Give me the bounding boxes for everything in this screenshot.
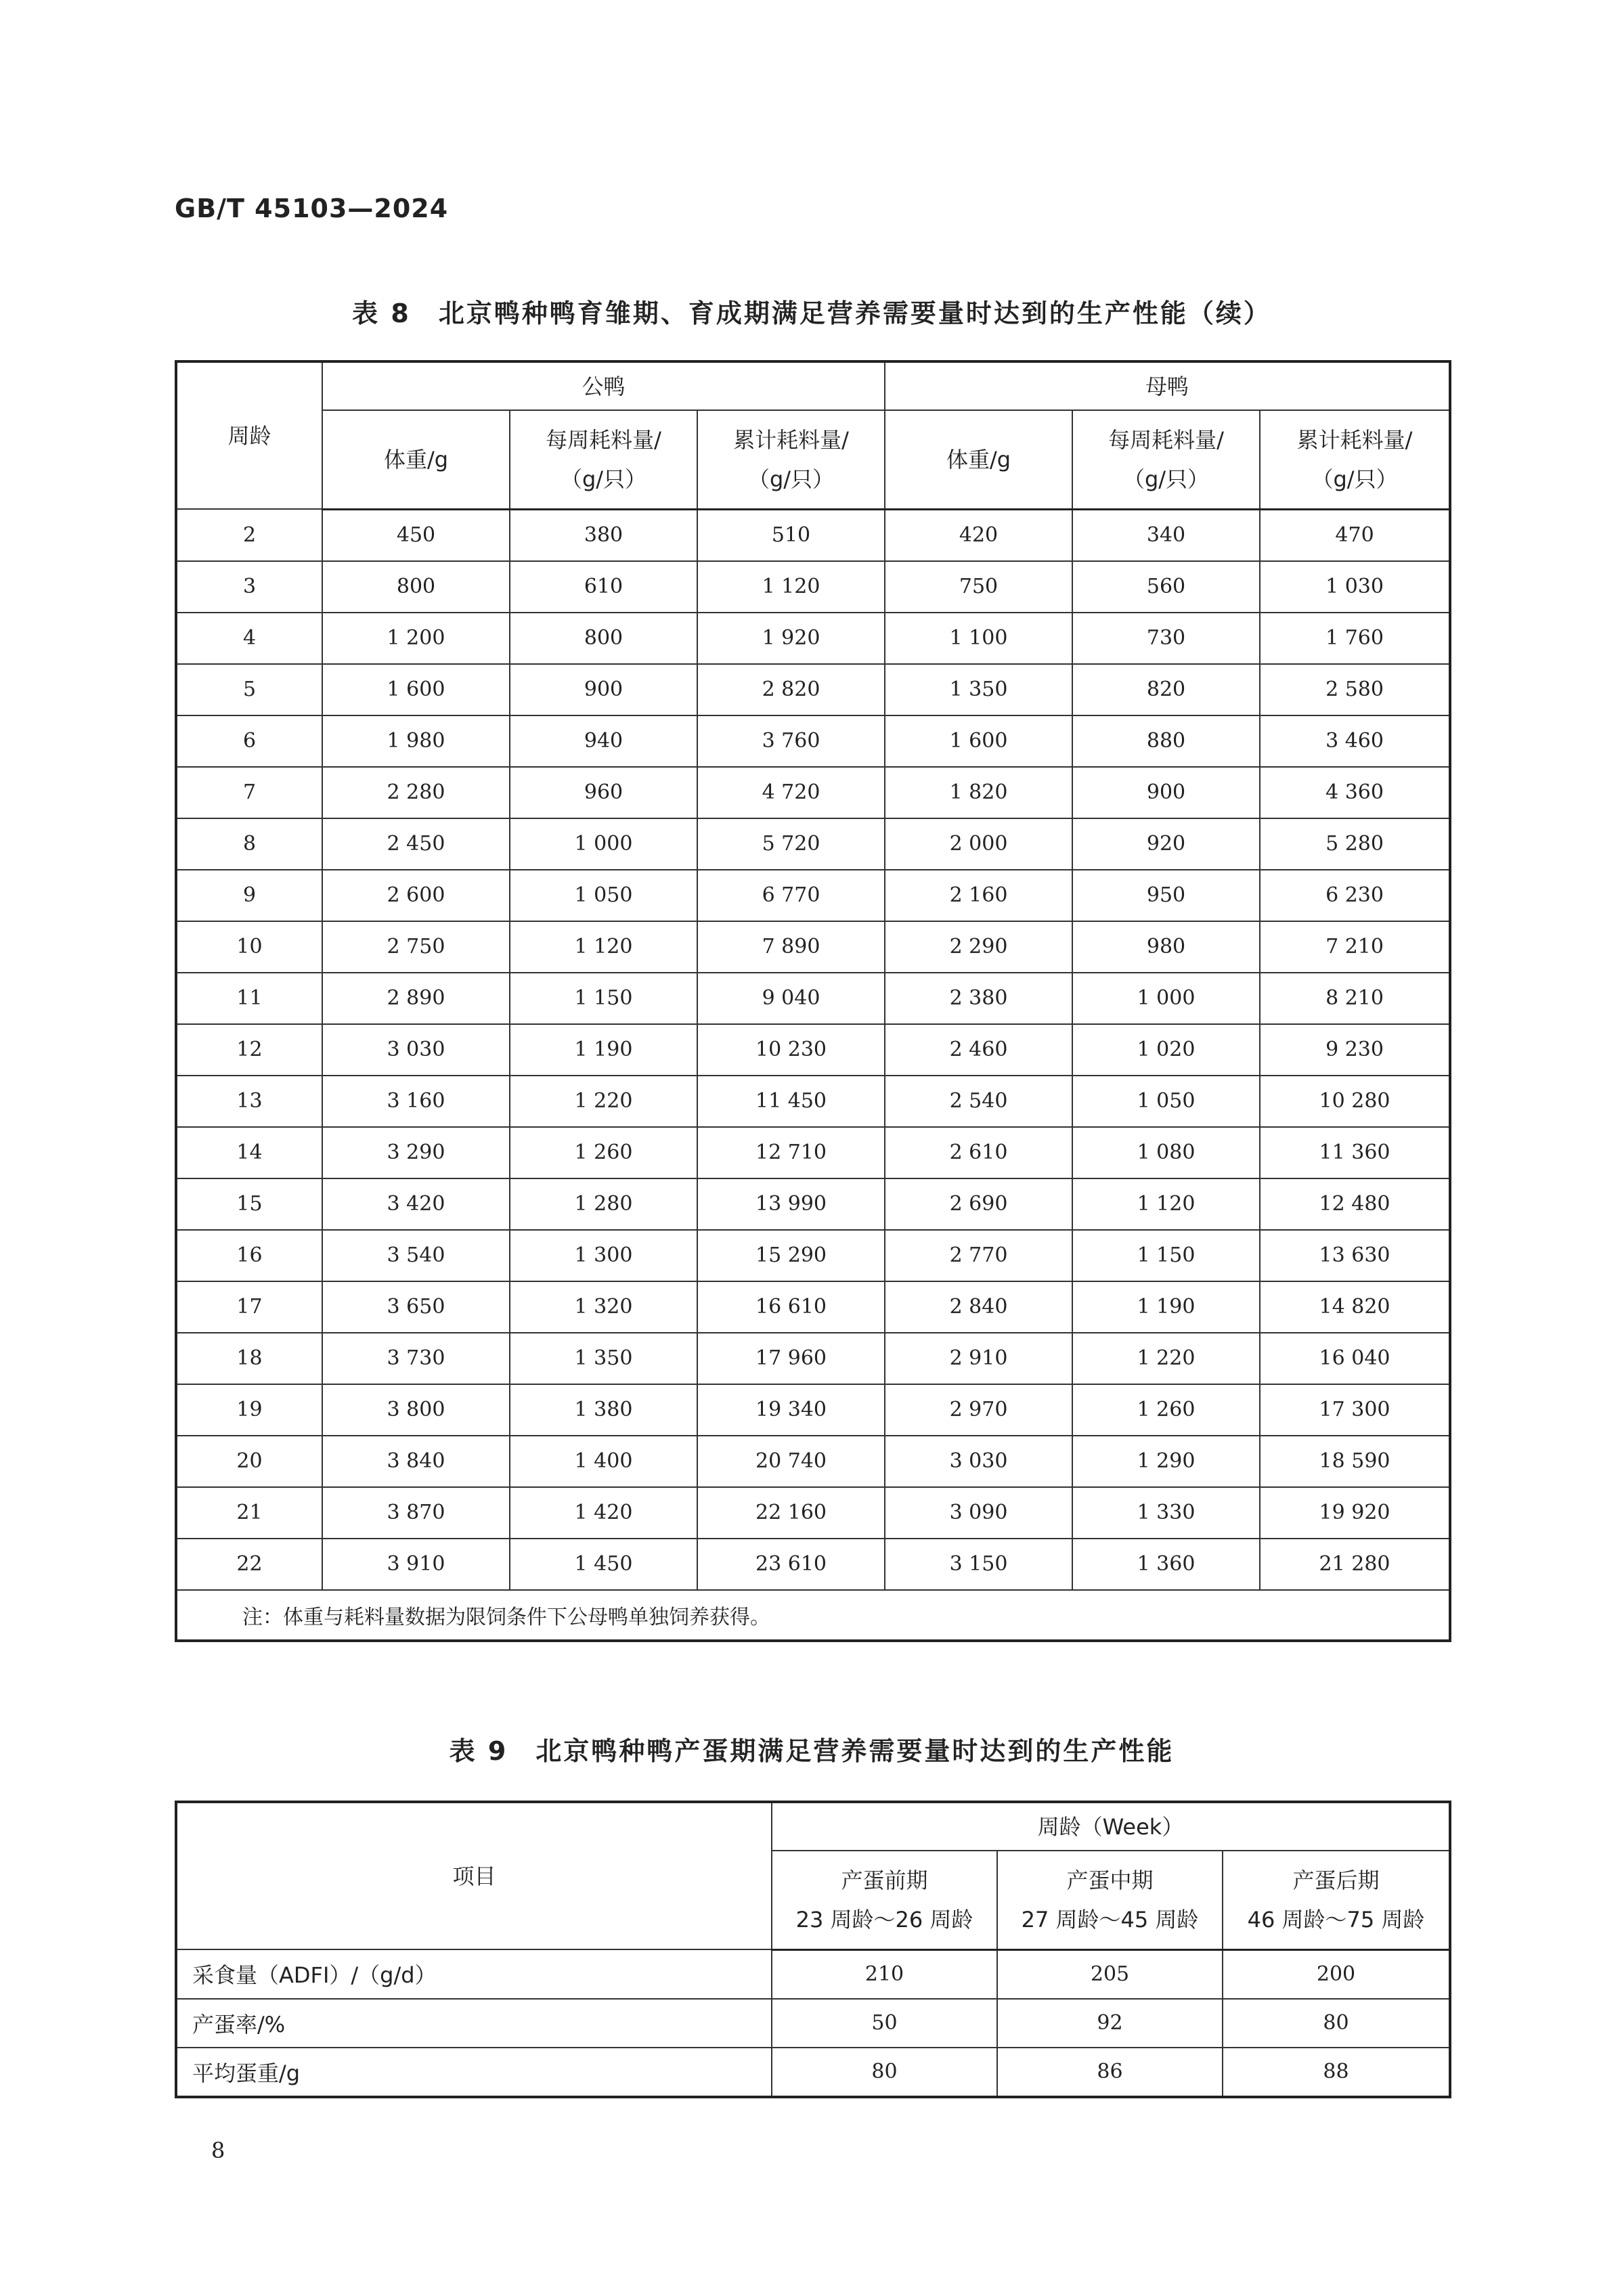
age-cell: 10 — [176, 921, 322, 973]
value-cell: 3 150 — [885, 1539, 1072, 1590]
value-cell: 21 280 — [1260, 1539, 1450, 1590]
value-cell: 19 920 — [1260, 1487, 1450, 1539]
value-cell: 5 720 — [697, 818, 885, 870]
age-cell: 18 — [176, 1333, 322, 1384]
item-cell: 采食量（ADFI）/（g/d） — [176, 1949, 772, 1999]
value-cell: 6 770 — [697, 870, 885, 921]
table-row — [176, 1281, 1450, 1333]
table-row — [176, 1333, 1450, 1384]
header-age: 周龄 — [176, 361, 322, 509]
table-row — [176, 715, 1450, 767]
age-cell: 3 — [176, 561, 322, 613]
value-cell: 2 600 — [322, 870, 510, 921]
value-cell: 1 080 — [1072, 1127, 1260, 1178]
header-male-cumulative-feed: 累计耗料量/ （g/只） — [697, 410, 885, 509]
table-row — [176, 1487, 1450, 1539]
value-cell: 1 220 — [510, 1076, 697, 1127]
value-cell: 800 — [322, 561, 510, 613]
table-row — [176, 1384, 1450, 1436]
header-phase-late: 产蛋后期 46 周龄～75 周龄 — [1223, 1851, 1450, 1949]
value-cell: 1 350 — [510, 1333, 697, 1384]
value-cell: 3 290 — [322, 1127, 510, 1178]
table-row — [176, 767, 1450, 818]
value-cell: 2 580 — [1260, 664, 1450, 715]
value-cell: 1 920 — [697, 613, 885, 664]
age-cell: 2 — [176, 509, 322, 561]
age-cell: 20 — [176, 1436, 322, 1487]
value-cell: 920 — [1072, 818, 1260, 870]
table8-note: 注：体重与耗料量数据为限饲条件下公母鸭单独饲养获得。 — [176, 1590, 1450, 1641]
header-item: 项目 — [176, 1802, 772, 1949]
value-cell: 960 — [510, 767, 697, 818]
value-cell: 3 030 — [322, 1024, 510, 1076]
value-cell: 3 460 — [1260, 715, 1450, 767]
value-cell: 2 290 — [885, 921, 1072, 973]
table-row — [176, 509, 1450, 561]
header-phase-early: 产蛋前期 23 周龄～26 周龄 — [772, 1851, 997, 1949]
value-cell: 800 — [510, 613, 697, 664]
table-row — [176, 1436, 1450, 1487]
table9 — [175, 1801, 1451, 2098]
value-cell: 11 450 — [697, 1076, 885, 1127]
value-cell: 950 — [1072, 870, 1260, 921]
age-cell: 19 — [176, 1384, 322, 1436]
value-cell: 12 480 — [1260, 1178, 1450, 1230]
value-cell: 2 160 — [885, 870, 1072, 921]
value-cell: 10 280 — [1260, 1076, 1450, 1127]
value-cell: 4 720 — [697, 767, 885, 818]
value-cell: 12 710 — [697, 1127, 885, 1178]
table8-title: 表 8 北京鸭种鸭育雏期、育成期满足营养需要量时达到的生产性能（续） — [352, 299, 1271, 328]
value-cell: 900 — [510, 664, 697, 715]
value-cell: 450 — [322, 509, 510, 561]
value-cell: 1 050 — [510, 870, 697, 921]
value-cell: 2 690 — [885, 1178, 1072, 1230]
header-female: 母鸭 — [885, 361, 1450, 410]
value-cell: 1 260 — [1072, 1384, 1260, 1436]
value-cell: 1 980 — [322, 715, 510, 767]
value-cell: 50 — [772, 1999, 997, 2048]
value-cell: 1 150 — [510, 973, 697, 1024]
table-row — [176, 1178, 1450, 1230]
table-row — [176, 921, 1450, 973]
value-cell: 2 750 — [322, 921, 510, 973]
value-cell: 1 220 — [1072, 1333, 1260, 1384]
table-row — [176, 818, 1450, 870]
value-cell: 940 — [510, 715, 697, 767]
value-cell: 6 230 — [1260, 870, 1450, 921]
age-cell: 8 — [176, 818, 322, 870]
value-cell: 9 040 — [697, 973, 885, 1024]
table-row — [176, 1999, 1450, 2048]
value-cell: 1 600 — [322, 664, 510, 715]
value-cell: 88 — [1223, 2048, 1450, 2097]
value-cell: 3 730 — [322, 1333, 510, 1384]
value-cell: 4 360 — [1260, 767, 1450, 818]
age-cell: 7 — [176, 767, 322, 818]
value-cell: 18 590 — [1260, 1436, 1450, 1487]
value-cell: 1 100 — [885, 613, 1072, 664]
table8 — [175, 360, 1451, 1642]
age-cell: 13 — [176, 1076, 322, 1127]
value-cell: 1 360 — [1072, 1539, 1260, 1590]
value-cell: 1 450 — [510, 1539, 697, 1590]
header-female-weekly-feed: 每周耗料量/ （g/只） — [1072, 410, 1260, 509]
value-cell: 1 400 — [510, 1436, 697, 1487]
value-cell: 3 870 — [322, 1487, 510, 1539]
value-cell: 2 970 — [885, 1384, 1072, 1436]
value-cell: 1 820 — [885, 767, 1072, 818]
age-cell: 21 — [176, 1487, 322, 1539]
value-cell: 13 630 — [1260, 1230, 1450, 1281]
value-cell: 1 380 — [510, 1384, 697, 1436]
value-cell: 20 740 — [697, 1436, 885, 1487]
value-cell: 2 000 — [885, 818, 1072, 870]
value-cell: 1 300 — [510, 1230, 697, 1281]
value-cell: 2 540 — [885, 1076, 1072, 1127]
table-row — [176, 664, 1450, 715]
table-row — [176, 1127, 1450, 1178]
value-cell: 11 360 — [1260, 1127, 1450, 1178]
value-cell: 16 610 — [697, 1281, 885, 1333]
value-cell: 880 — [1072, 715, 1260, 767]
value-cell: 2 890 — [322, 973, 510, 1024]
value-cell: 1 050 — [1072, 1076, 1260, 1127]
table-row — [176, 2048, 1450, 2097]
value-cell: 1 600 — [885, 715, 1072, 767]
value-cell: 3 160 — [322, 1076, 510, 1127]
value-cell: 1 420 — [510, 1487, 697, 1539]
value-cell: 750 — [885, 561, 1072, 613]
value-cell: 1 290 — [1072, 1436, 1260, 1487]
value-cell: 3 910 — [322, 1539, 510, 1590]
value-cell: 13 990 — [697, 1178, 885, 1230]
value-cell: 17 300 — [1260, 1384, 1450, 1436]
value-cell: 1 000 — [1072, 973, 1260, 1024]
table-row — [176, 613, 1450, 664]
item-cell: 产蛋率/% — [176, 1999, 772, 2048]
header-female-cumulative-feed: 累计耗料量/ （g/只） — [1260, 410, 1450, 509]
value-cell: 80 — [772, 2048, 997, 2097]
value-cell: 92 — [997, 1999, 1223, 2048]
value-cell: 1 190 — [510, 1024, 697, 1076]
value-cell: 1 120 — [510, 921, 697, 973]
age-cell: 15 — [176, 1178, 322, 1230]
value-cell: 19 340 — [697, 1384, 885, 1436]
age-cell: 11 — [176, 973, 322, 1024]
age-cell: 5 — [176, 664, 322, 715]
value-cell: 2 460 — [885, 1024, 1072, 1076]
age-cell: 14 — [176, 1127, 322, 1178]
value-cell: 3 090 — [885, 1487, 1072, 1539]
value-cell: 7 210 — [1260, 921, 1450, 973]
value-cell: 2 380 — [885, 973, 1072, 1024]
value-cell: 2 910 — [885, 1333, 1072, 1384]
value-cell: 200 — [1223, 1949, 1450, 1999]
table9-body — [176, 1949, 1450, 2097]
value-cell: 3 540 — [322, 1230, 510, 1281]
value-cell: 510 — [697, 509, 885, 561]
value-cell: 3 800 — [322, 1384, 510, 1436]
table-row — [176, 1024, 1450, 1076]
value-cell: 1 280 — [510, 1178, 697, 1230]
age-cell: 16 — [176, 1230, 322, 1281]
table9-title: 表 9 北京鸭种鸭产蛋期满足营养需要量时达到的生产性能 — [449, 1736, 1175, 1766]
value-cell: 380 — [510, 509, 697, 561]
value-cell: 5 280 — [1260, 818, 1450, 870]
header-week-group: 周龄（Week） — [772, 1802, 1450, 1851]
value-cell: 1 320 — [510, 1281, 697, 1333]
value-cell: 1 190 — [1072, 1281, 1260, 1333]
value-cell: 900 — [1072, 767, 1260, 818]
value-cell: 3 760 — [697, 715, 885, 767]
value-cell: 1 120 — [1072, 1178, 1260, 1230]
table-row — [176, 561, 1450, 613]
table-row — [176, 870, 1450, 921]
value-cell: 9 230 — [1260, 1024, 1450, 1076]
item-cell: 平均蛋重/g — [176, 2048, 772, 2097]
age-cell: 9 — [176, 870, 322, 921]
value-cell: 2 770 — [885, 1230, 1072, 1281]
value-cell: 3 420 — [322, 1178, 510, 1230]
table-row — [176, 973, 1450, 1024]
value-cell: 2 450 — [322, 818, 510, 870]
value-cell: 2 610 — [885, 1127, 1072, 1178]
header-phase-mid: 产蛋中期 27 周龄～45 周龄 — [997, 1851, 1223, 1949]
age-cell: 4 — [176, 613, 322, 664]
value-cell: 17 960 — [697, 1333, 885, 1384]
value-cell: 10 230 — [697, 1024, 885, 1076]
value-cell: 86 — [997, 2048, 1223, 2097]
value-cell: 420 — [885, 509, 1072, 561]
header-male-weight: 体重/g — [322, 410, 510, 509]
age-cell: 22 — [176, 1539, 322, 1590]
value-cell: 2 280 — [322, 767, 510, 818]
value-cell: 1 030 — [1260, 561, 1450, 613]
value-cell: 22 160 — [697, 1487, 885, 1539]
standard-code: GB/T 45103—2024 — [175, 194, 449, 223]
table-row — [176, 1949, 1450, 1999]
value-cell: 470 — [1260, 509, 1450, 561]
age-cell: 12 — [176, 1024, 322, 1076]
table-row — [176, 1076, 1450, 1127]
age-cell: 17 — [176, 1281, 322, 1333]
header-female-weight: 体重/g — [885, 410, 1072, 509]
value-cell: 16 040 — [1260, 1333, 1450, 1384]
value-cell: 610 — [510, 561, 697, 613]
value-cell: 980 — [1072, 921, 1260, 973]
value-cell: 3 650 — [322, 1281, 510, 1333]
table-row — [176, 1539, 1450, 1590]
value-cell: 820 — [1072, 664, 1260, 715]
value-cell: 1 200 — [322, 613, 510, 664]
value-cell: 15 290 — [697, 1230, 885, 1281]
header-male-weekly-feed: 每周耗料量/ （g/只） — [510, 410, 697, 509]
value-cell: 7 890 — [697, 921, 885, 973]
table8-body — [176, 509, 1450, 1590]
page-number: 8 — [211, 2138, 225, 2163]
value-cell: 1 150 — [1072, 1230, 1260, 1281]
value-cell: 1 120 — [697, 561, 885, 613]
value-cell: 205 — [997, 1949, 1223, 1999]
value-cell: 1 350 — [885, 664, 1072, 715]
value-cell: 23 610 — [697, 1539, 885, 1590]
value-cell: 1 260 — [510, 1127, 697, 1178]
value-cell: 2 840 — [885, 1281, 1072, 1333]
value-cell: 1 000 — [510, 818, 697, 870]
value-cell: 80 — [1223, 1999, 1450, 2048]
value-cell: 1 020 — [1072, 1024, 1260, 1076]
value-cell: 14 820 — [1260, 1281, 1450, 1333]
value-cell: 2 820 — [697, 664, 885, 715]
value-cell: 1 760 — [1260, 613, 1450, 664]
value-cell: 560 — [1072, 561, 1260, 613]
value-cell: 8 210 — [1260, 973, 1450, 1024]
value-cell: 340 — [1072, 509, 1260, 561]
table-row — [176, 1230, 1450, 1281]
value-cell: 1 330 — [1072, 1487, 1260, 1539]
value-cell: 730 — [1072, 613, 1260, 664]
value-cell: 210 — [772, 1949, 997, 1999]
header-male: 公鸭 — [322, 361, 885, 410]
value-cell: 3 840 — [322, 1436, 510, 1487]
age-cell: 6 — [176, 715, 322, 767]
value-cell: 3 030 — [885, 1436, 1072, 1487]
